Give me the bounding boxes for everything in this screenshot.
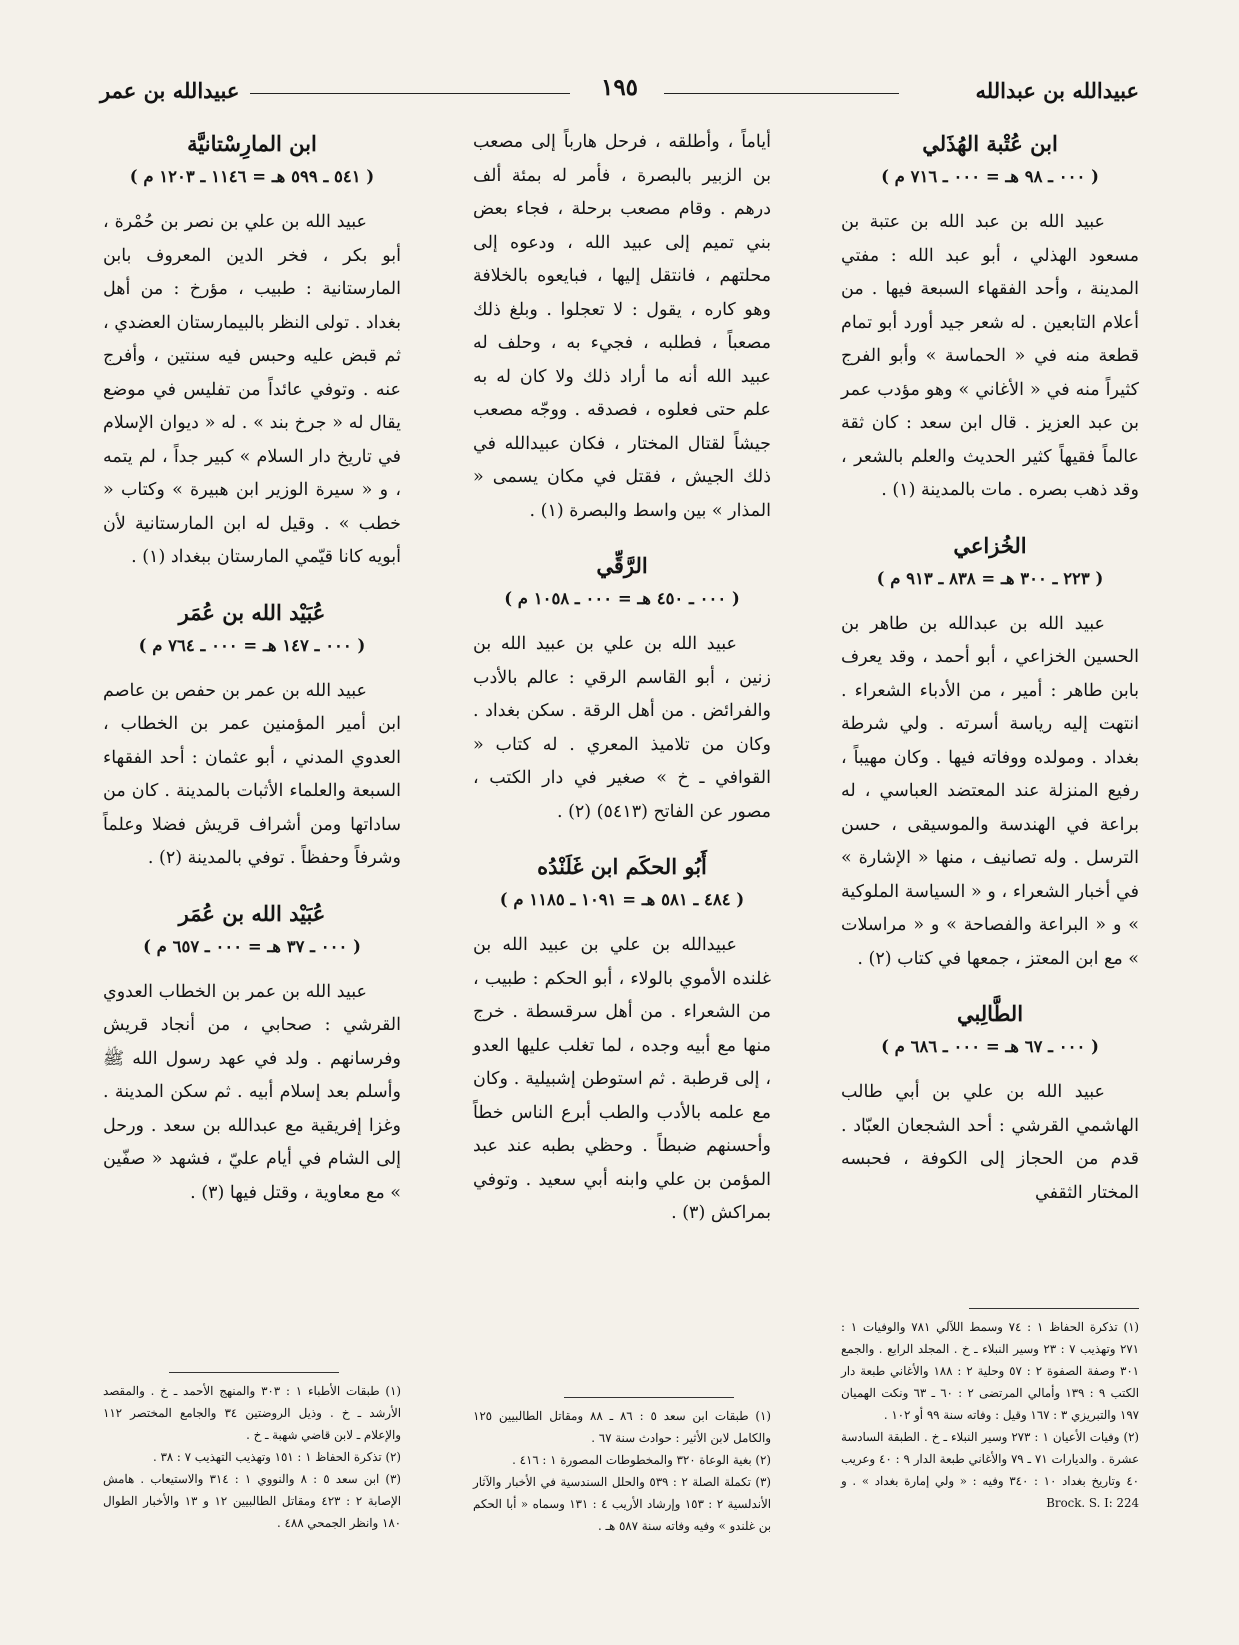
footnotes-left <box>103 1380 401 1534</box>
entry-dates: ( ٠٠٠ ـ ٩٨ هـ = ٠٠٠ ـ ٧١٦ م ) <box>881 167 1099 186</box>
entry-title: ابن عُتْبة الهُذَلي <box>922 131 1058 156</box>
footnote: (٢) تذكرة الحفاظ ١ : ١٥١ وتهذيب التهذيب ٧ : ٣٨ . <box>152 1450 401 1464</box>
footnote: (٣) ابن سعد ٥ : ٨ والنووي ١ : ٣١٤ والاستيعاب . هامش الإصابة ٢ : ٤٢٣ ومقاتل الطالبيين ١٢ و ١٣ والأخبار الطوال ١٨٠ وانظر الجمحي ٤٨٨ . <box>103 1472 401 1530</box>
footnotes-middle <box>473 1405 771 1537</box>
brockelmann-ref: Brock. S. I: 224 <box>1046 1496 1139 1510</box>
footnote-rule <box>169 1372 339 1373</box>
footnote: (٢) بغية الوعاة ٣٢٠ والمخطوطات المصورة ١ : ٤١٦ . <box>512 1453 771 1467</box>
entry-title: ابن المارِسْتانيَّة <box>187 131 317 156</box>
column-left <box>103 126 401 1230</box>
entry-text: عبيد الله بن علي بن أبي طالب الهاشمي القرشي : أحد الشجعان العبّاد . قدم من الحجاز إلى الكوفة ، فحبسه المختار الثقفي <box>841 1082 1139 1203</box>
entry-text: عبيد الله بن عمر بن الخطاب العدوي القرشي : صحابي ، من أنجاد قريش وفرسانهم . ولد في عهد رسول الله ﷺ وأسلم بعد إسلام أبيه . ثم سكن المدينة . وغزا إفريقية مع عبدالله بن سعد . ورحل إلى الشام في أيام عليّ ، فشهد « صفّين » مع معاوية ، وقتل فيها (٣) . <box>103 981 401 1203</box>
entry-text: أياماً ، وأطلقه ، فرحل هارباً إلى مصعب بن الزبير بالبصرة ، فأمر له بمئة ألف درهم . وقام مصعب برحلة ، فجاء بعض بني تميم إلى عبيد الله ، ودعوه إلى محلتهم ، فانتقل إليها ، فبايعوه بالخلافة وهو كاره ، يقول : لا تعجلوا . وبلغ ذلك مصعباً ، فطلبه ، فجيء به ، وحلف له عبيد الله أنه ما أراد ذلك ولا كان له به علم حتى فعلوه ، فصدقه . ووجّه مصعب جيشاً لقتال المختار ، فكان عبيدالله في ذلك الجيش ، فقتل في مكان يسمى « المذار » بين واسط والبصرة (١) . <box>473 132 771 521</box>
running-head-left: عبيدالله بن عمر <box>100 78 240 103</box>
entry-text: عبيد الله بن علي بن عبيد الله بن زنين ، أبو القاسم الرقي : عالم بالأدب والفرائض . من أهل الرقة . سكن بغداد . وكان من تلاميذ المعري . له كتاب « القوافي ـ خ » صغير في دار الكتب ، مصور عن الفاتح (٥٤١٣) (٢) . <box>473 634 771 822</box>
entry-text: عبيد الله بن عبدالله بن طاهر بن الحسين الخزاعي ، أبو أحمد ، وقد يعرف بابن طاهر : أمير ، من الأدباء الشعراء . انتهت إليه رياسة أسرته . ولي شرطة بغداد . ومولده ووفاته فيها . وكان مهيباً ، رفيع المنزلة عند المعتضد العباسي ، له براعة في الهندسة والموسيقى ، حسن الترسل . وله تصانيف ، منها « الإشارة » في أخبار الشعراء ، و « السياسة الملوكية » و « البراعة والفصاحة » و « مراسلات » مع ابن المعتز ، جمعها في كتاب (٢) . <box>841 613 1139 969</box>
footnote: (١) طبقات ابن سعد ٥ : ٨٦ ـ ٨٨ ومقاتل الطالبيين ١٢٥ والكامل لابن الأثير : حوادث سنة ٦٧ . <box>473 1409 771 1445</box>
entry <box>841 996 1139 1210</box>
entry-title: الطَّالِبي <box>956 1001 1024 1026</box>
column-right <box>841 126 1139 1230</box>
entry-title: الخُزاعي <box>953 532 1027 558</box>
footnotes-right <box>841 1316 1139 1514</box>
entry-title: عُبَيْد الله بن عُمَر <box>178 599 326 625</box>
entry-text: عبيدالله بن علي بن عبيد الله بن غلنده الأموي بالولاء ، أبو الحكم : طبيب ، من الشعراء . من أهل سرقسطة . خرج منها مع أبيه وجده ، لما تغلب عليها العدو ، إلى قرطبة . ثم استوطن إشبيلية . وكان مع علمه بالأدب والطب أبرع الناس خطاً وأحسنهم ضبطاً . وحظي بطبه عند عبد المؤمن بن علي وابنه أبي سعيد . وتوفي بمراكش (٣) . <box>473 935 771 1223</box>
entry-continuation <box>473 126 771 528</box>
entry-title: عُبَيْد الله بن عُمَر <box>178 900 326 926</box>
entry-title: الرَّقِّي <box>596 553 648 578</box>
entry <box>841 126 1139 508</box>
entry-dates: ( ٠٠٠ ـ ٦٧ هـ = ٠٠٠ ـ ٦٨٦ م ) <box>881 1037 1099 1056</box>
entry-dates: ( ٢٢٣ ـ ٣٠٠ هـ = ٨٣٨ ـ ٩١٣ م ) <box>876 568 1104 588</box>
entry <box>103 595 401 876</box>
entry <box>473 548 771 829</box>
header-rule-left <box>250 93 570 94</box>
entry-dates: ( ٤٨٤ ـ ٥٨١ هـ = ١٠٩١ ـ ١١٨٥ م ) <box>499 890 745 909</box>
entry <box>103 896 401 1211</box>
entry-dates: ( ٠٠٠ ـ ٤٥٠ هـ = ٠٠٠ ـ ١٠٥٨ م ) <box>504 589 740 608</box>
footnote: (١) تذكرة الحفاظ ١ : ٧٤ وسمط اللآلي ٧٨١ والوفيات ١ : ٢٧١ وتهذيب ٧ : ٢٣ وسير النبلاء ـ خ . المجلد الرابع . والجمع ٣٠١ وصفة الصفوة ٢ : ٥٧ وحلية ٢ : ١٨٨ والأغاني طبعة دار الكتب ٩ : ١٣٩ وأمالي المرتضى ٢ : ٦٠ ـ ٦٣ ونكت الهميان ١٩٧ والتبريزي ٣ : ١٦٧ وقيل : وفاته سنة ٩٩ أو ١٠٢ . <box>841 1320 1140 1422</box>
entry-title: أَبُو الحكَم ابن غَلَنْدُه <box>537 854 707 879</box>
entry-dates: ( ٠٠٠ ـ ٣٧ هـ = ٠٠٠ ـ ٦٥٧ م ) <box>143 936 361 956</box>
footnote-rule <box>969 1308 1139 1309</box>
entry-text: عبيد الله بن عبد الله بن عتبة بن مسعود الهذلي ، أبو عبد الله : مفتي المدينة ، وأحد الفقهاء السبعة فيها . من أعلام التابعين . له شعر جيد أورد أبو تمام قطعة منه في « الحماسة » وأبو الفرج كثيراً منه في « الأغاني » وهو مؤدب عمر بن عبد العزيز . قال ابن سعد : كان ثقة عالماً فقيهاً كثير الحديث والعلم بالشعر ، وقد ذهب بصره . مات بالمدينة (١) . <box>841 212 1139 500</box>
page-number: ١٩٥ <box>600 74 639 101</box>
column-middle <box>473 126 771 1251</box>
running-head-right: عبيدالله بن عبدالله <box>975 78 1139 103</box>
entry-text: عبيد الله بن عمر بن حفص بن عاصم ابن أمير المؤمنين عمر بن الخطاب ، العدوي المدني ، أبو عثمان : أحد الفقهاء السبعة والعلماء الأثبات بالمدينة . كان من ساداتها ومن أشراف قريش فضلا وعلماً وشرفاً وحفظاً . توفي بالمدينة (٢) . <box>103 680 401 868</box>
footnote: (٢) وفيات الأعيان ١ : ٢٧٣ وسير النبلاء ـ خ . الطبقة السادسة عشرة . والديارات ٧١ ـ ٧٩ والأغاني طبعة الدار ٩ : ٤٠ وعريب ٤٠ وتاريخ بغداد ١٠ : ٣٤٠ وفيه : « ولي إمارة بغداد » . و Brock. S. I: 224 <box>841 1430 1140 1510</box>
entry <box>103 126 401 575</box>
entry-dates: ( ٥٤١ ـ ٥٩٩ هـ = ١١٤٦ ـ ١٢٠٣ م ) <box>129 167 375 186</box>
footnote: (١) طبقات الأطباء ١ : ٣٠٣ والمنهج الأحمد ـ خ . والمقصد الأرشد ـ خ . وذيل الروضتين ٣٤ والجامع المختصر ١١٢ والإعلام ـ لابن قاضي شهبة ـ خ . <box>103 1384 401 1442</box>
entry <box>841 528 1139 977</box>
entry-dates: ( ٠٠٠ ـ ١٤٧ هـ = ٠٠٠ ـ ٧٦٤ م ) <box>138 635 366 655</box>
footnote: (٣) تكملة الصلة ٢ : ٥٣٩ والحلل السندسية في الأخبار والآثار الأندلسية ٢ : ١٥٣ وإرشاد الأريب ٤ : ١٣١ وسماه « أبا الحكم بن غلندو » وفيه وفاته سنة ٥٨٧ هـ . <box>473 1475 771 1533</box>
entry <box>473 849 771 1231</box>
footnote-rule <box>564 1397 734 1398</box>
entry-text: عبيد الله بن علي بن نصر بن حُمْرة ، أبو بكر ، فخر الدين المعروف بابن المارستانية : طبيب ، مؤرخ : من أهل بغداد . تولى النظر بالبيمارستان العضدي ، ثم قبض عليه وحبس فيه سنتين ، وأفرج عنه . وتوفي عائداً من تفليس في موضع يقال له « جرخ بند » . له « ديوان الإسلام في تاريخ دار السلام » كبير جداً ، لم يتمه ، و « سيرة الوزير ابن هبيرة » وكتاب « خطب » . وقيل له ابن المارستانية لأن أبويه كانا قيّمي المارستان ببغداد (١) . <box>103 212 401 567</box>
